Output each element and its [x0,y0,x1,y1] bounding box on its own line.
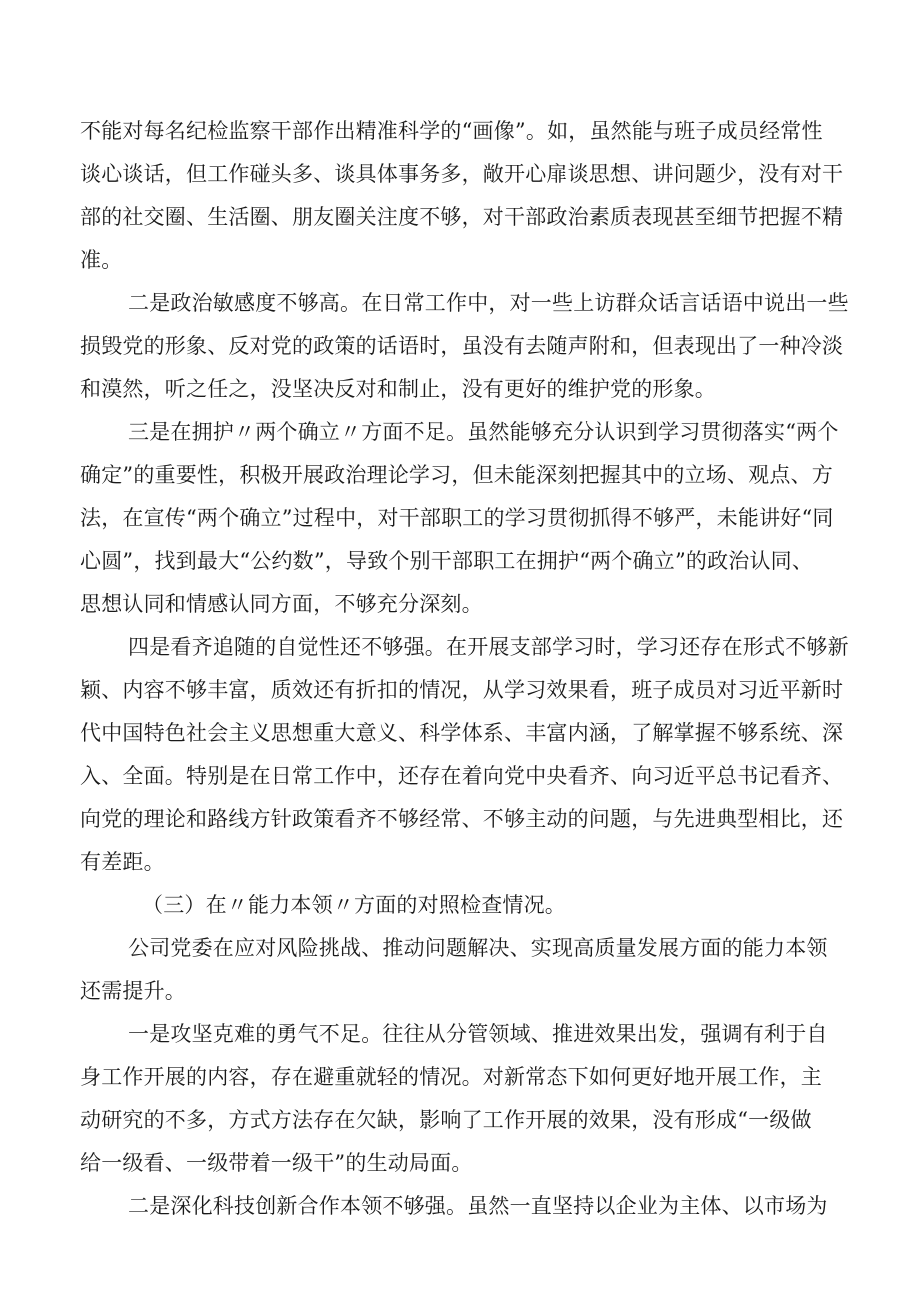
text-line: 入、全面。特别是在日常工作中，还存在着向党中央看齐、向习近平总书记看齐、 [80,764,844,788]
text-line: 和漠然，听之任之，没坚决反对和制止，没有更好的维护党的形象。 [80,377,716,401]
text-line: 谈心谈话，但工作碰头多、谈具体事务多，敞开心扉谈思想、讲问题少，没有对干 [80,162,844,186]
text-line: 不能对每名纪检监察干部作出精准科学的“画像”。如，虽然能与班子成员经常性 [80,119,823,143]
text-line: 确定”的重要性，积极开展政治理论学习，但未能深刻把握其中的立场、观点、方 [80,463,833,487]
text-line: 法，在宣传“两个确立”过程中，对干部职工的学习贯彻抓得不够严，未能讲好“同 [80,506,834,530]
text-line: 公司党委在应对风险挑战、推动问题解决、实现高质量发展方面的能力本领 [128,936,828,960]
text-line: 还需提升。 [80,979,186,1003]
text-line: 颖、内容不够丰富，质效还有折扣的情况，从学习效果看，班子成员对习近平新时 [80,678,844,702]
section-heading: （三）在〃能力本领〃方面的对照检查情况。 [142,893,566,917]
text-line: 代中国特色社会主义思想重大意义、科学体系、丰富内涵，了解掌握不够系统、深 [80,721,844,745]
text-line: 部的社交圈、生活圈、朋友圈关注度不够，对干部政治素质表现甚至细节把握不精 [80,205,844,229]
text-line: 向党的理论和路线方针政策看齐不够经常、不够主动的问题，与先进典型相比，还 [80,807,844,831]
text-line: 身工作开展的内容，存在避重就轻的情况。对新常态下如何更好地开展工作，主 [80,1065,822,1089]
text-line: 二是深化科技创新合作本领不够强。虽然一直坚持以企业为主体、以市场为 [128,1194,828,1218]
text-line: 三是在拥护〃两个确立〃方面不足。虽然能够充分认识到学习贯彻落实“两个 [128,420,839,444]
text-line: 思想认同和情感认同方面，不够充分深刻。 [80,592,483,616]
text-line: 给一级看、一级带着一级干”的生动局面。 [80,1151,473,1175]
text-line: 四是看齐追随的自觉性还不够强。在开展支部学习时，学习还存在形式不够新 [128,635,849,659]
text-line: 动研究的不多，方式方法存在欠缺，影响了工作开展的效果，没有形成“一级做 [80,1108,812,1132]
text-line: 有差距。 [80,850,165,874]
text-line: 心圆”，找到最大“公约数”，导致个别干部职工在拥护“两个确立”的政治认同、 [80,549,814,573]
text-line: 损毁党的形象、反对党的政策的话语时，虽没有去随声附和，但表现出了一种冷淡 [80,334,844,358]
text-line: 二是政治敏感度不够高。在日常工作中，对一些上访群众话言话语中说出一些 [128,291,849,315]
text-line: 一是攻坚克难的勇气不足。往往从分管领域、推进效果出发，强调有利于自 [128,1022,828,1046]
text-line: 准。 [80,248,123,272]
